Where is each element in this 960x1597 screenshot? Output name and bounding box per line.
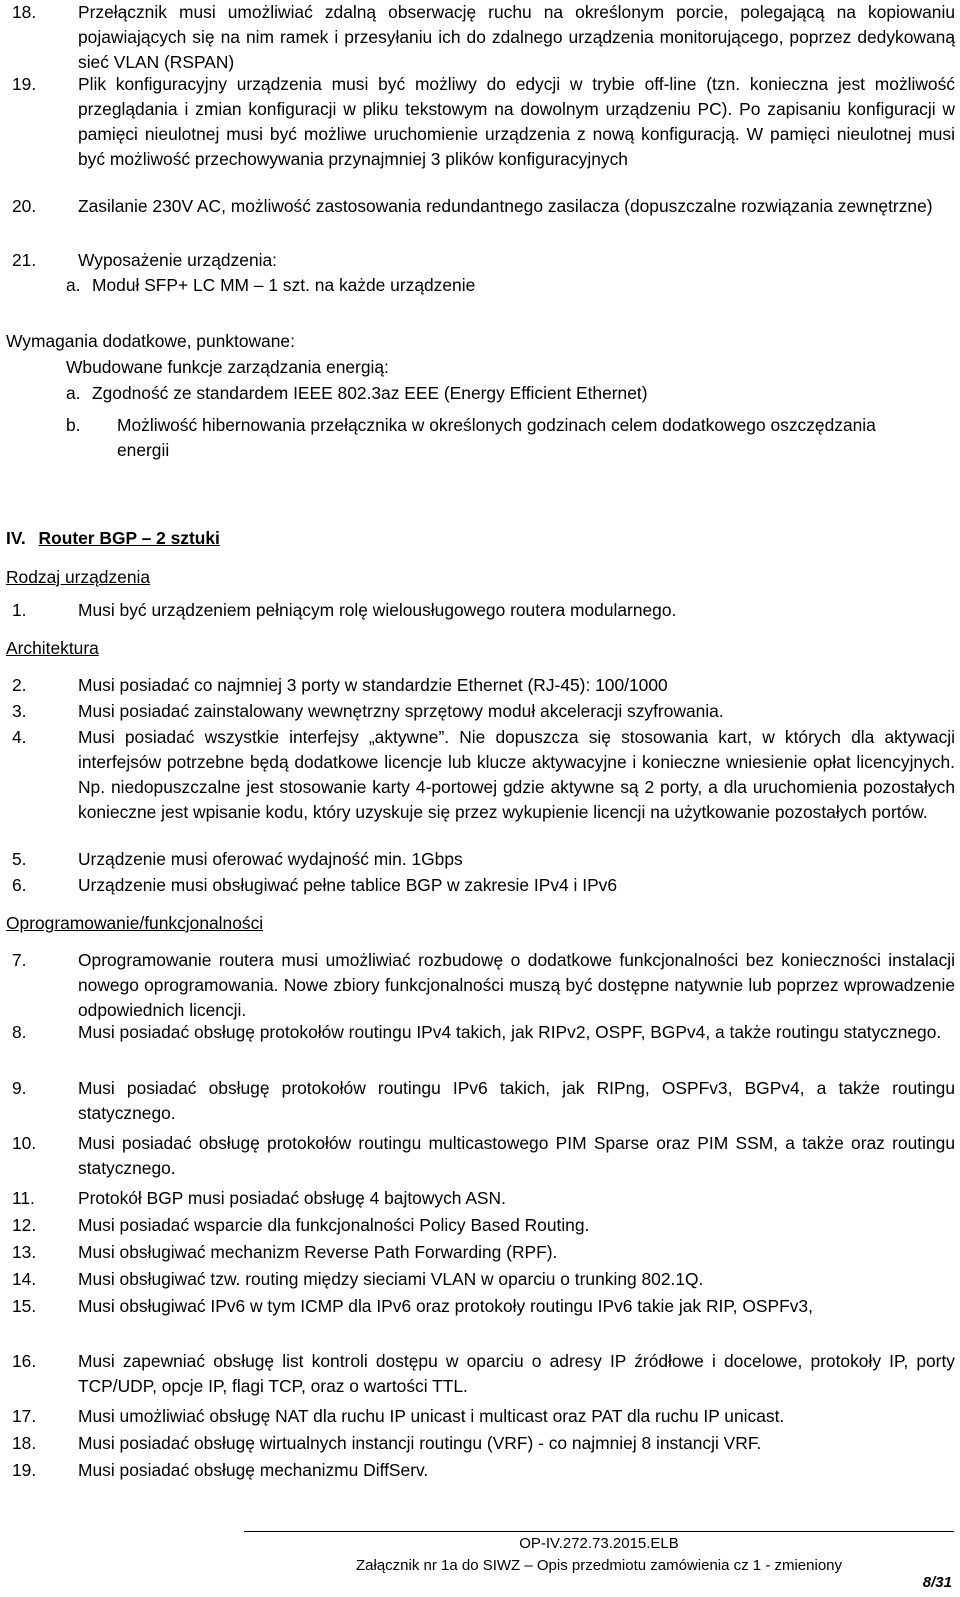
item-text: Zasilanie 230V AC, możliwość zastosowania redundantnego zasilacza (dopuszczalne rozwiązania zewnętrzne) bbox=[78, 196, 933, 216]
item-number: 17. bbox=[12, 1406, 37, 1426]
extra-item bbox=[66, 381, 955, 406]
footer-divider bbox=[244, 1531, 954, 1532]
equipment-item bbox=[66, 273, 955, 298]
item-number: 18. bbox=[12, 2, 37, 22]
item-text: Przełącznik musi umożliwiać zdalną obserwację ruchu na określonym porcie, polegającą na kopiowaniu pojawiających się na nim ramek i przesyłaniu ich do zdalnego urządzenia monitorującego, poprzez dedykowaną sieć VLAN (RSPAN) bbox=[78, 2, 955, 72]
list-item bbox=[12, 1186, 955, 1211]
item-text: Zgodność ze standardem IEEE 802.3az EEE (Energy Efficient Ethernet) bbox=[92, 383, 648, 403]
item-text: Musi obsługiwać tzw. routing między sieciami VLAN w oparciu o trunking 802.1Q. bbox=[78, 1269, 704, 1289]
item-number: 6. bbox=[12, 875, 27, 895]
list-item bbox=[12, 1404, 955, 1429]
item-text: Musi posiadać zainstalowany wewnętrzny sprzętowy moduł akceleracji szyfrowania. bbox=[78, 701, 724, 721]
page-number: 8/31 bbox=[922, 1574, 952, 1591]
item-number: 10. bbox=[12, 1133, 37, 1153]
item-text: Protokół BGP musi posiadać obsługę 4 bajtowych ASN. bbox=[78, 1188, 506, 1208]
section-heading bbox=[6, 526, 220, 551]
item-text: Musi posiadać obsługę protokołów routingu IPv4 takich, jak RIPv2, OSPF, BGPv4, a także routingu statycznego. bbox=[78, 1022, 942, 1042]
item-number: 1. bbox=[12, 600, 27, 620]
item-letter: a. bbox=[66, 383, 81, 403]
item-number: 13. bbox=[12, 1242, 37, 1262]
item-number: 15. bbox=[12, 1296, 37, 1316]
item-text: Musi obsługiwać IPv6 w tym ICMP dla IPv6 oraz protokoły routingu IPv6 takie jak RIP, OSPFv3, bbox=[78, 1296, 813, 1316]
item-text: Musi posiadać wsparcie dla funkcjonalności Policy Based Routing. bbox=[78, 1215, 590, 1235]
item-text: Musi posiadać wszystkie interfejsy „aktywne”. Nie dopuszcza się stosowania kart, w których dla aktywacji interfejsów potrzebne będą dodatkowe licencje lub klucze aktywacyjne i konieczne wniesienie opłat licencyjnych. Np. niedopuszczalne jest stosowanie karty 4-portowej gdzie aktywne są 2 porty, a dla uruchomienia pozostałych konieczne jest wpisanie kodu, który uzyskuje się przez wykupienie licencji na użytkowanie pozostałych portów. bbox=[78, 727, 955, 822]
section-title: Router BGP – 2 sztuki bbox=[38, 528, 220, 548]
item-text: Musi obsługiwać mechanizm Reverse Path Forwarding (RPF). bbox=[78, 1242, 558, 1262]
list-item bbox=[12, 1431, 955, 1456]
item-text: Oprogramowanie routera musi umożliwiać rozbudowę o dodatkowe funkcjonalności bez konieczności instalacji nowego oprogramowania. Nowe zbiory funkcjonalności muszą być dostępne natywnie lub poprzez wprowadzenie odpowiednich licencji. bbox=[78, 950, 955, 1020]
footer-reference: OP-IV.272.73.2015.ELB bbox=[519, 1535, 679, 1552]
list-item bbox=[12, 1213, 955, 1238]
item-text: Możliwość hibernowania przełącznika w określonych godzinach celem dodatkowego oszczędzania energii bbox=[117, 415, 876, 460]
item-text: Wyposażenie urządzenia: bbox=[78, 250, 277, 270]
list-item bbox=[12, 1458, 955, 1483]
list-item bbox=[12, 194, 955, 219]
list-item bbox=[12, 0, 955, 75]
list-item bbox=[12, 1267, 955, 1292]
item-number: 18. bbox=[12, 1433, 37, 1453]
group-label: Oprogramowanie/funkcjonalności bbox=[6, 913, 264, 933]
item-number: 21. bbox=[12, 250, 37, 270]
list-item bbox=[12, 1131, 955, 1181]
list-item bbox=[12, 847, 955, 872]
list-item bbox=[12, 248, 955, 273]
item-text: Musi zapewniać obsługę list kontroli dostępu w oparciu o adresy IP źródłowe i docelowe, protokoły IP, porty TCP/UDP, opcje IP, flagi TCP, oraz o wartości TTL. bbox=[78, 1351, 955, 1396]
extra-requirements-subtitle: Wbudowane funkcje zarządzania energią: bbox=[66, 357, 389, 377]
list-item bbox=[12, 873, 955, 898]
list-item bbox=[12, 598, 955, 623]
list-item bbox=[12, 673, 955, 698]
item-number: 3. bbox=[12, 701, 27, 721]
group-label: Architektura bbox=[6, 638, 99, 658]
list-item bbox=[12, 1076, 955, 1126]
section-number: IV. bbox=[6, 528, 26, 548]
group-label: Rodzaj urządzenia bbox=[6, 567, 151, 587]
list-item bbox=[12, 725, 955, 825]
item-text: Musi posiadać obsługę mechanizmu DiffServ. bbox=[78, 1460, 429, 1480]
item-number: 11. bbox=[12, 1188, 35, 1208]
item-text: Plik konfiguracyjny urządzenia musi być możliwy do edycji w trybie off-line (tzn. konieczna jest możliwość przeglądania i zmian konfiguracji w pliku tekstowym na dowolnym urządzeniu PC). Po zapisaniu konfiguracji w pamięci nieulotnej musi być możliwe uruchomienie urządzenia z nową konfiguracją. W pamięci nieulotnej musi być możliwość przechowywania przynajmniej 3 plików konfiguracyjnych bbox=[78, 74, 955, 169]
item-number: 5. bbox=[12, 849, 27, 869]
item-number: 7. bbox=[12, 950, 27, 970]
list-item bbox=[12, 1020, 955, 1045]
item-number: 8. bbox=[12, 1022, 27, 1042]
list-item bbox=[12, 72, 955, 172]
extra-requirements-title: Wymagania dodatkowe, punktowane: bbox=[6, 331, 295, 351]
item-number: 12. bbox=[12, 1215, 37, 1235]
item-number: 9. bbox=[12, 1078, 27, 1098]
item-number: 14. bbox=[12, 1269, 37, 1289]
item-text: Urządzenie musi obsługiwać pełne tablice BGP w zakresie IPv4 i IPv6 bbox=[78, 875, 618, 895]
list-item bbox=[12, 1349, 955, 1399]
item-letter: b. bbox=[66, 415, 81, 435]
item-text: Musi posiadać obsługę protokołów routingu IPv6 takich, jak RIPng, OSPFv3, BGPv4, a także routingu statycznego. bbox=[78, 1078, 955, 1123]
item-number: 4. bbox=[12, 727, 27, 747]
item-number: 16. bbox=[12, 1351, 37, 1371]
item-text: Musi posiadać obsługę protokołów routingu multicastowego PIM Sparse oraz PIM SSM, a także oraz routingu statycznego. bbox=[78, 1133, 955, 1178]
item-letter: a. bbox=[66, 275, 81, 295]
list-item bbox=[12, 948, 955, 1023]
footer-caption: Załącznik nr 1a do SIWZ – Opis przedmiotu zamówienia cz 1 - zmieniony bbox=[355, 1557, 843, 1574]
item-text: Moduł SFP+ LC MM – 1 szt. na każde urządzenie bbox=[92, 275, 476, 295]
item-number: 2. bbox=[12, 675, 27, 695]
item-number: 19. bbox=[12, 1460, 37, 1480]
list-item bbox=[12, 1294, 955, 1319]
item-text: Musi umożliwiać obsługę NAT dla ruchu IP unicast i multicast oraz PAT dla ruchu IP unicast. bbox=[78, 1406, 785, 1426]
item-number: 19. bbox=[12, 74, 37, 94]
item-text: Musi posiadać co najmniej 3 porty w standardzie Ethernet (RJ-45): 100/1000 bbox=[78, 675, 668, 695]
item-text: Musi być urządzeniem pełniącym rolę wielousługowego routera modularnego. bbox=[78, 600, 677, 620]
item-text: Urządzenie musi oferować wydajność min. 1Gbps bbox=[78, 849, 463, 869]
list-item bbox=[12, 699, 955, 724]
item-number: 20. bbox=[12, 196, 37, 216]
item-text: Musi posiadać obsługę wirtualnych instancji routingu (VRF) - co najmniej 8 instancji VRF. bbox=[78, 1433, 762, 1453]
list-item bbox=[12, 1240, 955, 1265]
extra-item bbox=[66, 413, 906, 463]
